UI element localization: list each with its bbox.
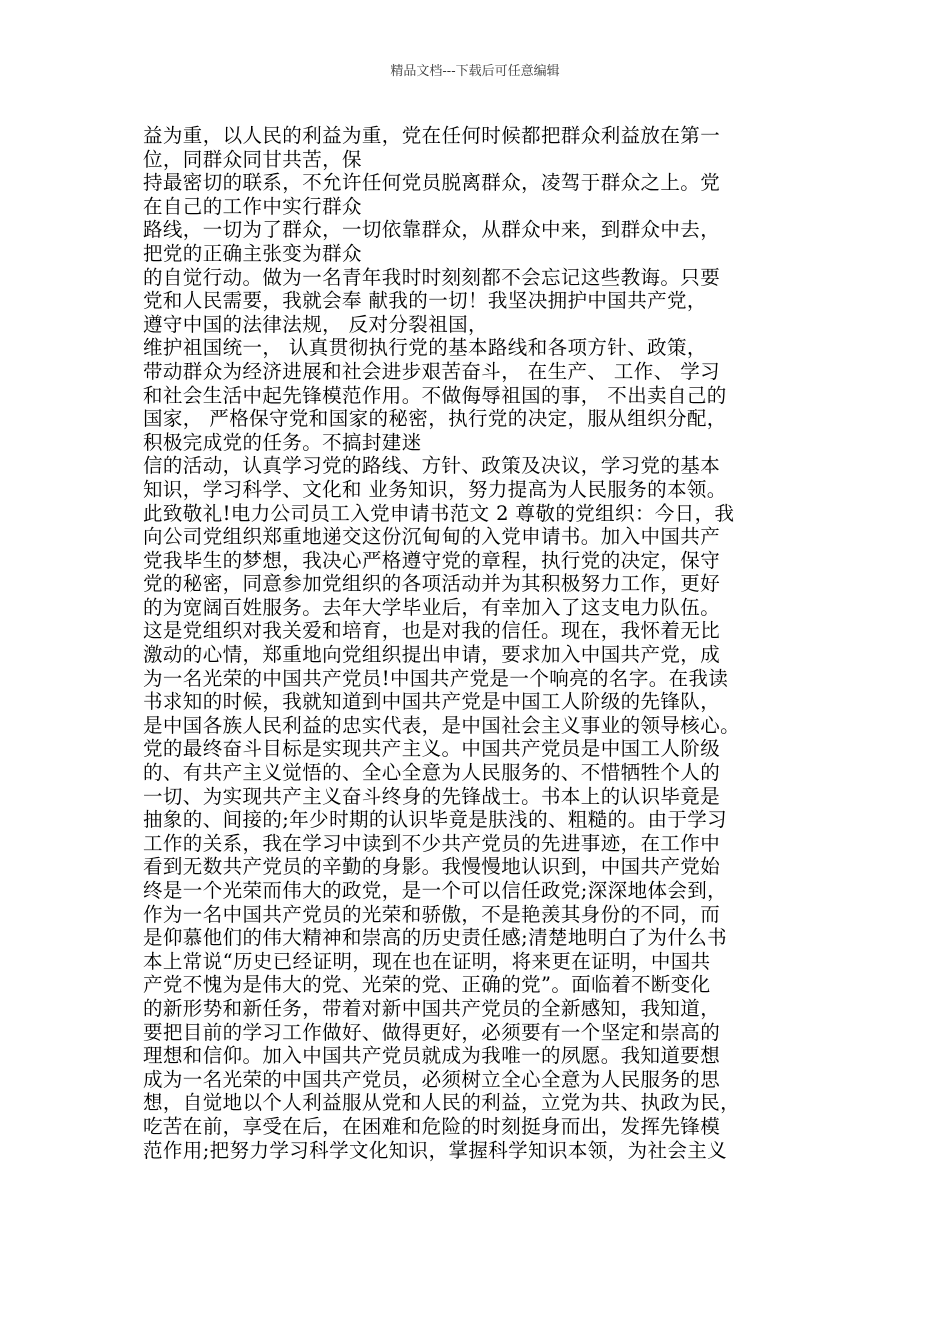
text-line: 是中国各族人民利益的忠实代表，是中国社会主义事业的领导核心。	[143, 713, 741, 737]
text-line: 带动群众为经济进展和社会进步艰苦奋斗， 在生产、 工作、 学习	[143, 359, 720, 383]
text-line: 信的活动，认真学习党的路线、方针、政策及决议，学习党的基本	[143, 454, 721, 478]
text-line: 党我毕生的梦想，我决心严格遵守党的章程，执行党的决定，保守	[143, 548, 721, 572]
text-line: 把党的正确主张变为群众	[143, 241, 362, 265]
text-line: 一切、为实现共产主义奋斗终身的先锋战士。书本上的认识毕竟是	[143, 784, 721, 808]
text-line: 是仰慕他们的伟大精神和崇高的历史责任感;清楚地明白了为什么书	[143, 926, 728, 950]
text-line: 这是党组织对我关爱和培育，也是对我的信任。现在，我怀着无比	[143, 619, 721, 643]
text-line: 和社会生活中起先锋模范作用。不做侮辱祖国的事， 不出卖自己的	[143, 383, 727, 407]
text-line: 要把目前的学习工作做好、做得更好，必须要有一个坚定和崇高的	[143, 1020, 721, 1044]
text-line: 位，同群众同甘共苦，保	[143, 147, 362, 171]
text-line: 路线，一切为了群众，一切依靠群众，从群众中来，到群众中去，	[143, 218, 721, 242]
text-line: 此致敬礼!电力公司员工入党申请书范文 2 尊敬的党组织：今日，我	[143, 501, 735, 525]
text-line: 工作的关系，我在学习中读到不少共产党员的先进事迹，在工作中	[143, 831, 721, 855]
text-line: 本上常说“历史已经证明，现在也在证明，将来更在证明，中国共	[143, 949, 711, 973]
text-line: 为一名光荣的中国共产党员!中国共产党是一个响亮的名字。在我读	[143, 666, 729, 690]
text-line: 抽象的、间接的;年少时期的认识毕竟是肤浅的、粗糙的。由于学习	[143, 808, 728, 832]
text-line: 向公司党组织郑重地递交这份沉甸甸的入党申请书。加入中国共产	[143, 525, 721, 549]
text-line: 成为一名光荣的中国共产党员，必须树立全心全意为人民服务的思	[143, 1067, 721, 1091]
text-line: 党的秘密，同意参加党组织的各项活动并为其积极努力工作，更好	[143, 572, 721, 596]
document-body	[143, 124, 823, 1162]
text-line: 在自己的工作中实行群众	[143, 194, 362, 218]
text-line: 持最密切的联系，不允许任何党员脱离群众，凌驾于群众之上。党	[143, 171, 721, 195]
text-line: 终是一个光荣而伟大的政党，是一个可以信任政党;深深地体会到，	[143, 879, 728, 902]
text-line: 理想和信仰。加入中国共产党员就成为我唯一的夙愿。我知道要想	[143, 1044, 721, 1068]
text-line: 书求知的时候，我就知道到中国共产党是中国工人阶级的先锋队，	[143, 690, 721, 714]
text-line: 作为一名中国共产党员的光荣和骄傲，不是艳羡其身份的不同，而	[143, 902, 721, 926]
text-line: 积极完成党的任务。不搞封建迷	[143, 430, 422, 454]
text-line: 激动的心情，郑重地向党组织提出申请，要求加入中国共产党，成	[143, 643, 721, 667]
text-line: 党的最终奋斗目标是实现共产主义。中国共产党员是中国工人阶级	[143, 737, 721, 761]
text-line: 益为重，以人民的利益为重，党在任何时候都把群众利益放在第一	[143, 124, 721, 147]
text-line: 的自觉行动。做为一名青年我时时刻刻都不会忘记这些教诲。只要	[143, 265, 721, 289]
text-line: 遵守中国的法律法规， 反对分裂祖国，	[143, 312, 488, 336]
text-line: 国家， 严格保守党和国家的秘密，执行党的决定，服从组织分配，	[143, 407, 727, 431]
text-line: 党和人民需要，我就会奉 献我的一切！我坚决拥护中国共产党，	[143, 289, 707, 313]
text-line: 的新形势和新任务，带着对新中国共产党员的全新感知，我知道，	[143, 996, 721, 1020]
text-line: 看到无数共产党员的辛勤的身影。我慢慢地认识到，中国共产党始	[143, 855, 721, 879]
text-line: 产党不愧为是伟大的党、光荣的党、正确的党”。面临着不断变化	[143, 973, 711, 997]
text-line: 想，自觉地以个人利益服从党和人民的利益，立党为共、执政为民，	[143, 1091, 741, 1115]
text-line: 的、有共产主义觉悟的、全心全意为人民服务的、不惜牺牲个人的	[143, 761, 721, 785]
text-line: 吃苦在前，享受在后，在困难和危险的时刻挺身而出，发挥先锋模	[143, 1114, 721, 1138]
text-line: 维护祖国统一， 认真贯彻执行党的基本路线和各项方针、政策，	[143, 336, 707, 360]
text-line: 范作用;把努力学习科学文化知识，掌握科学知识本领，为社会主义	[143, 1138, 728, 1162]
text-line: 知识，学习科学、文化和 业务知识，努力提高为人民服务的本领。	[143, 477, 727, 501]
page-header: 精品文档---下载后可任意编辑	[390, 64, 560, 79]
text-line: 的为宽阔百姓服务。去年大学毕业后，有幸加入了这支电力队伍。	[143, 595, 721, 619]
